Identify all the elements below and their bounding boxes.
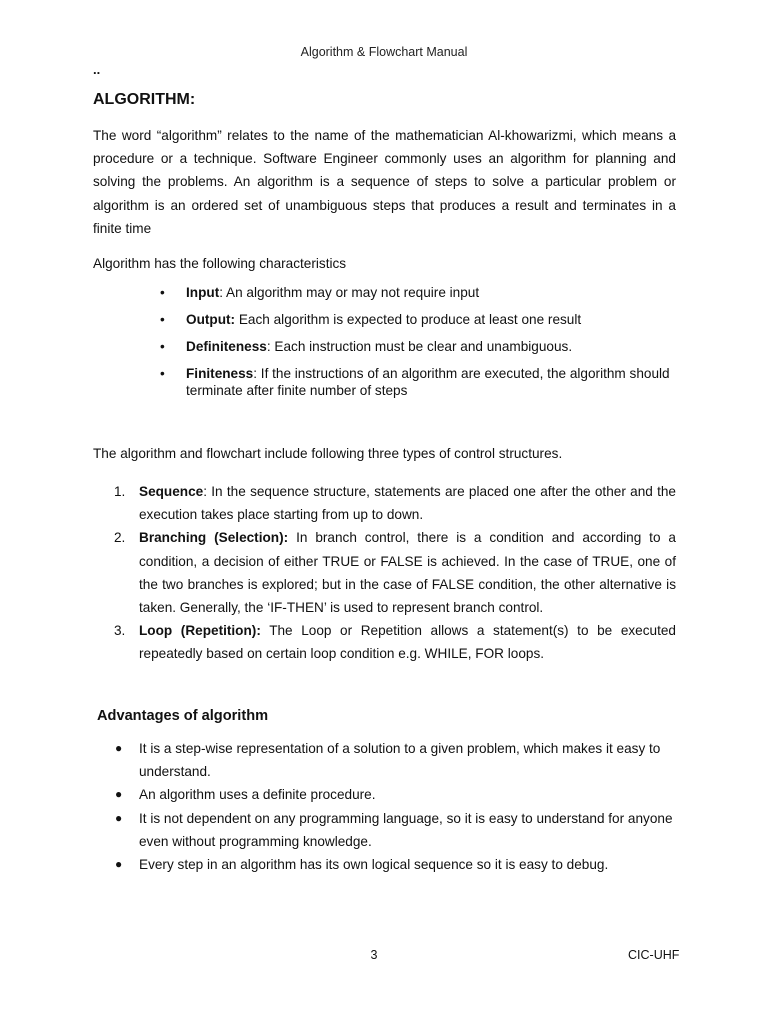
advantages-title: Advantages of algorithm <box>97 708 269 724</box>
header-dots: .. <box>93 62 101 77</box>
control-structures-intro: The algorithm and flowchart include following three types of control structures. <box>93 446 563 461</box>
characteristic-term: Definiteness <box>186 339 267 354</box>
bullet-icon: ● <box>115 741 123 755</box>
bullet-icon: ● <box>115 810 123 825</box>
list-item <box>114 526 676 619</box>
advantage-text: An algorithm uses a definite procedure. <box>139 787 376 803</box>
characteristic-text: Each algorithm is expected to produce at least one result <box>235 312 582 327</box>
list-item <box>114 619 676 665</box>
bullet-icon: ● <box>115 857 123 872</box>
list-number: 1. <box>114 484 126 499</box>
list-number: 2. <box>114 530 126 546</box>
footer-organization: CIC-UHF <box>628 948 680 962</box>
control-term: Loop (Repetition): <box>139 623 261 639</box>
list-item <box>160 311 680 328</box>
bullet-icon: • <box>160 366 165 381</box>
bullet-icon: • <box>160 339 165 354</box>
list-item <box>114 737 676 783</box>
characteristic-text: : If the instructions of an algorithm are executed, the algorithm should terminate after finite number of steps <box>186 366 670 398</box>
list-item <box>160 338 680 355</box>
control-term: Branching (Selection): <box>139 530 289 546</box>
control-term: Sequence <box>139 484 204 499</box>
bullet-icon: ● <box>115 787 123 802</box>
control-text: The Loop or Repetition allows a statement(s) to be executed repeatedly based on certain loop condition e.g. WHILE, FOR loops. <box>139 623 676 662</box>
characteristic-text: : An algorithm may or may not require input <box>219 285 480 300</box>
bullet-icon: • <box>160 285 165 300</box>
list-item <box>160 284 680 301</box>
list-item <box>114 783 676 806</box>
list-item <box>160 365 680 399</box>
list-item <box>114 853 676 876</box>
advantages-list <box>114 737 676 876</box>
characteristic-term: Output: <box>186 312 236 327</box>
page-number: 3 <box>370 948 378 962</box>
characteristics-list <box>160 284 680 399</box>
intro-paragraph: The word “algorithm” relates to the name of the mathematician Al-khowarizmi, which means a procedure or a technique. Software Engineer commonly uses an algorithm for planning and solving the problems. An algorithm is a sequence of steps to solve a particular problem or algorithm is an ordered set of unambiguous steps that produces a result and terminates in a finite time <box>93 128 676 236</box>
advantage-text: Every step in an algorithm has its own logical sequence so it is easy to debug. <box>139 857 609 873</box>
control-text: In branch control, there is a condition and according to a condition, a decision of either TRUE or FALSE is achieved. In the case of TRUE, one of the two branches is explored; but in the case of FALSE condition, the other alternative is taken. Generally, the ‘IF-THEN’ is used to represent branch control. <box>139 530 676 616</box>
characteristic-text: : Each instruction must be clear and unambiguous. <box>266 339 573 354</box>
running-header: Algorithm & Flowchart Manual <box>300 45 468 59</box>
section-title: ALGORITHM: <box>93 91 196 108</box>
list-item <box>114 807 676 853</box>
characteristic-term: Input <box>186 285 220 300</box>
control-structures-list <box>114 480 676 666</box>
characteristic-term: Finiteness <box>186 366 254 381</box>
advantage-text: It is a step-wise representation of a solution to a given problem, which makes it easy to understand. <box>139 741 661 780</box>
advantage-text: It is not dependent on any programming language, so it is easy to understand for anyone even without programming knowledge. <box>139 810 673 849</box>
list-number: 3. <box>114 623 126 639</box>
control-text: : In the sequence structure, statements are placed one after the other and the execution takes place starting from up to down. <box>139 484 676 523</box>
list-item <box>114 480 676 526</box>
bullet-icon: • <box>160 312 165 327</box>
characteristics-label: Algorithm has the following characteristics <box>93 256 347 271</box>
